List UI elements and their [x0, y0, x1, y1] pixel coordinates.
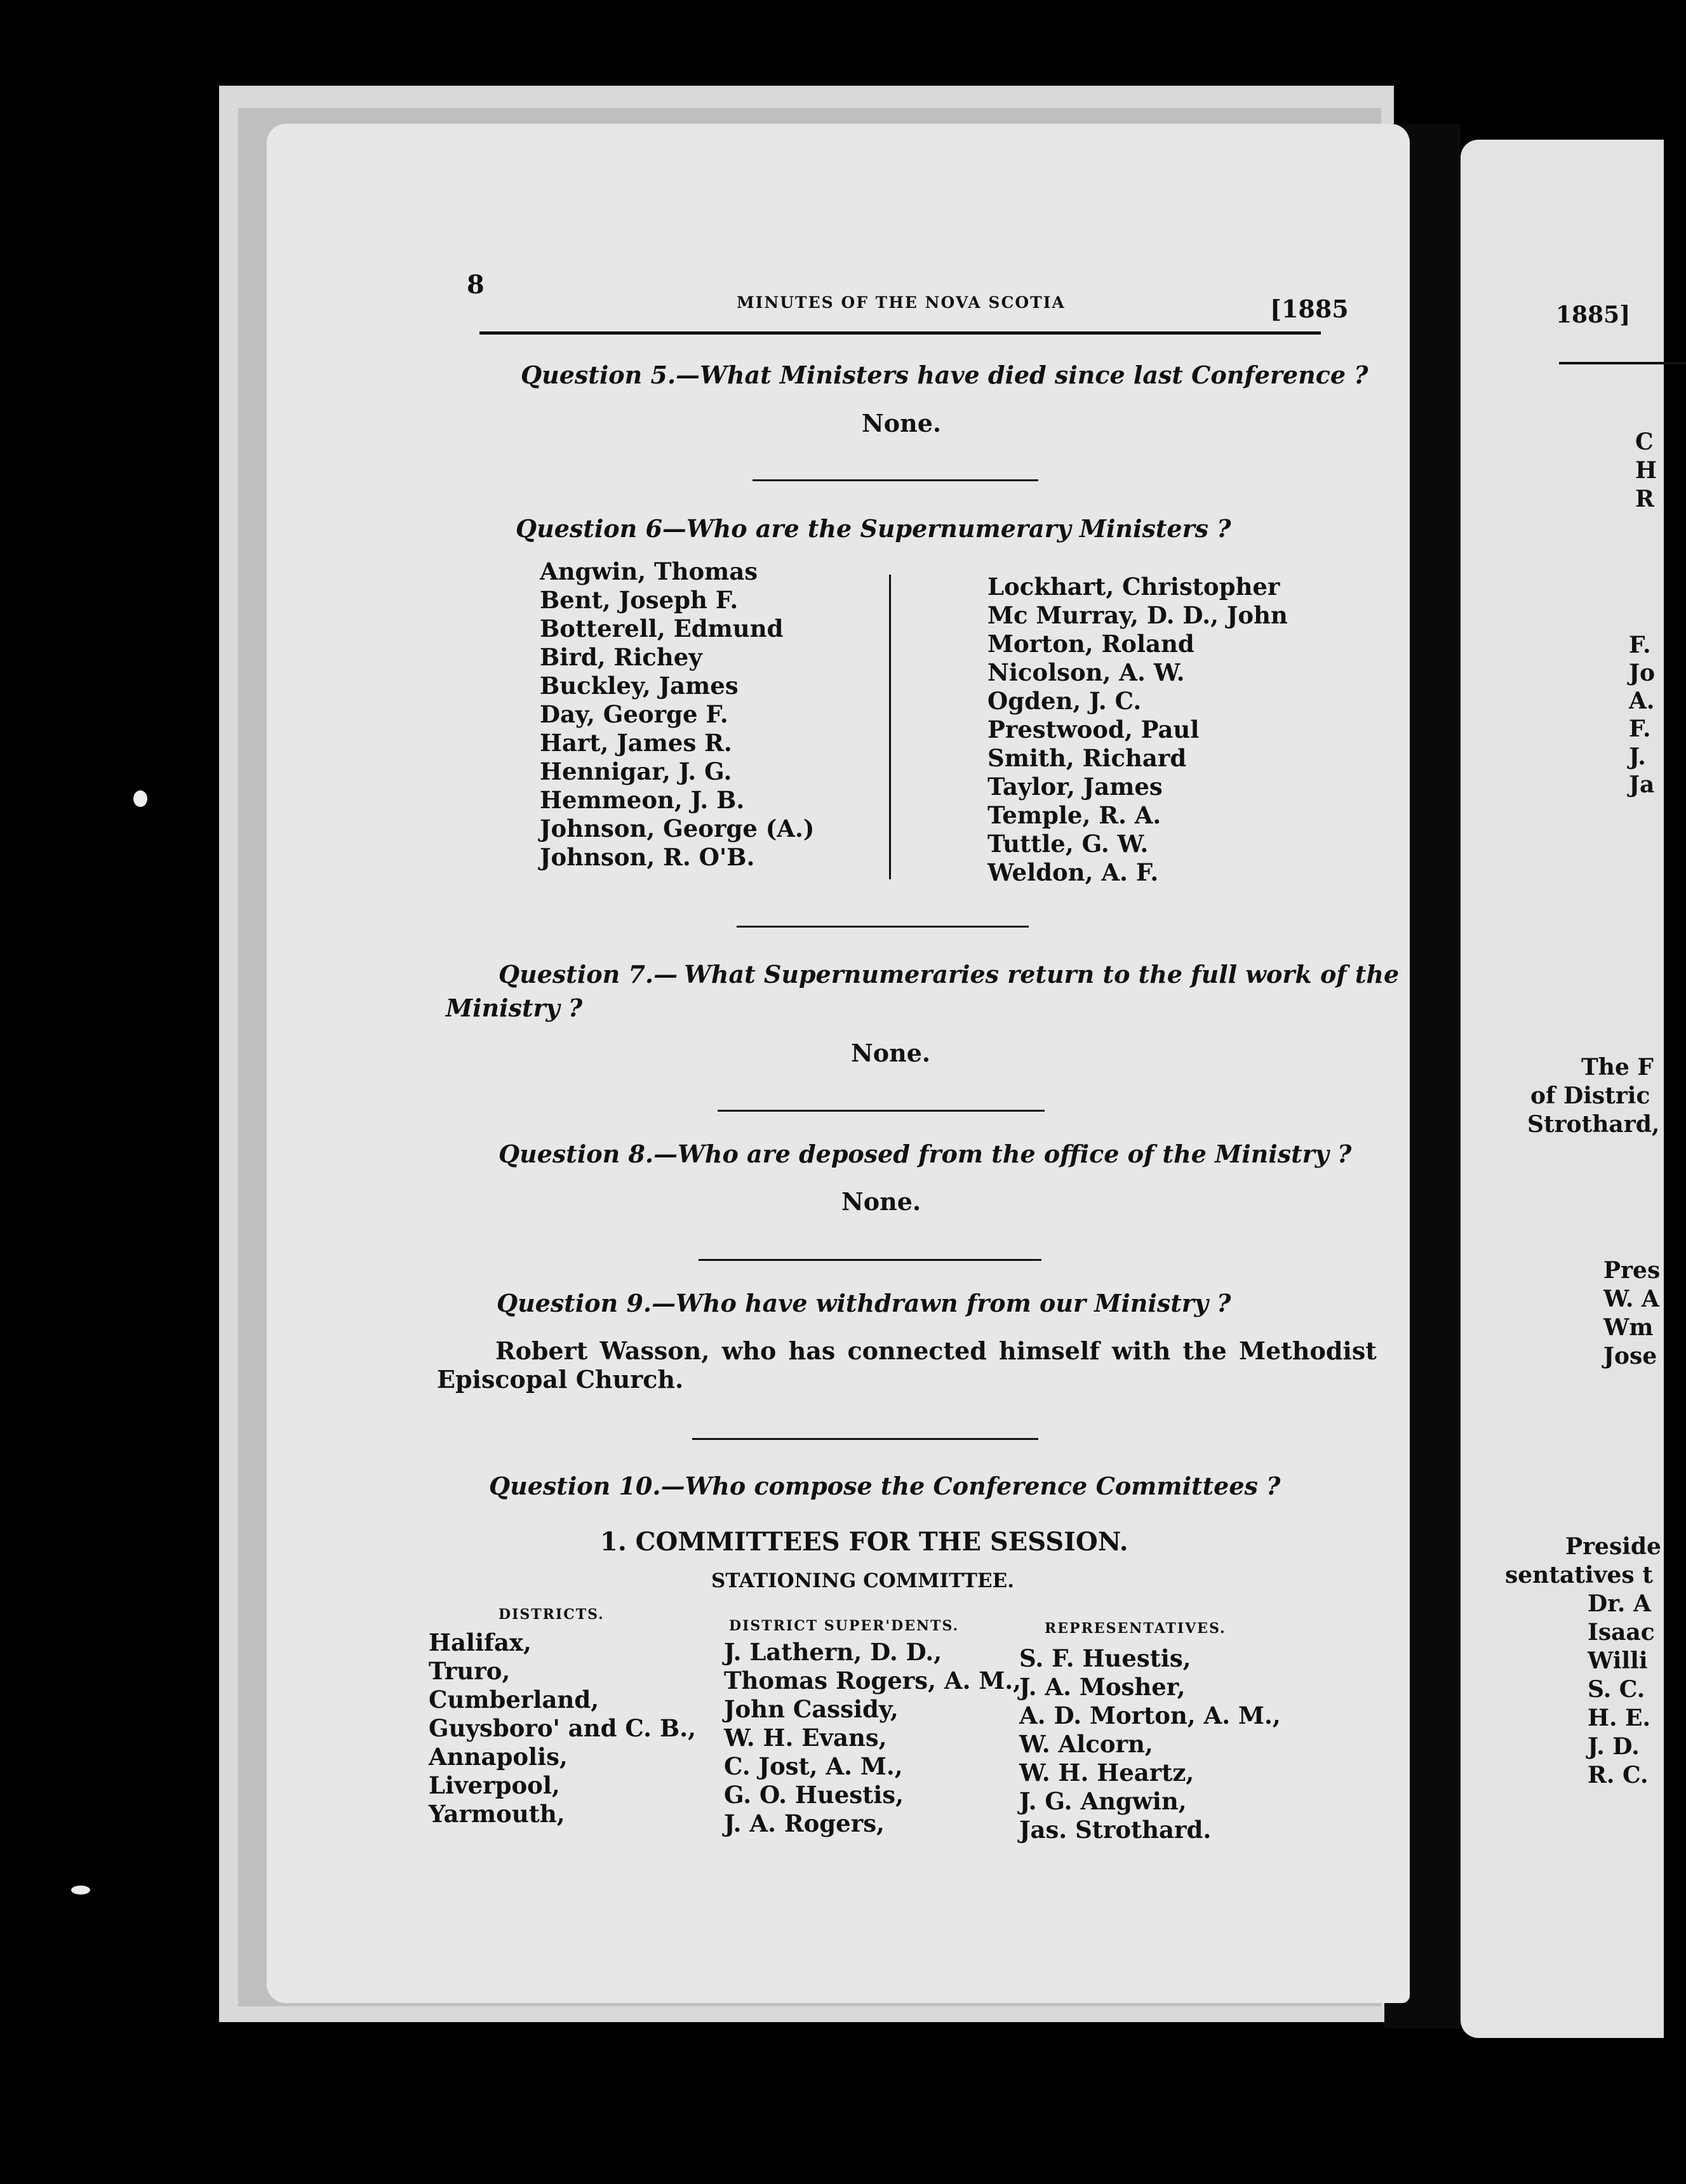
facing-text-fragment: Strothard,: [1527, 1111, 1660, 1138]
question-7-text-cont: Ministry ?: [446, 994, 583, 1022]
question-6-label: Question 6—: [516, 514, 686, 543]
supernumerary-name: Hart, James R.: [540, 729, 732, 757]
district-name: Halifax,: [429, 1628, 532, 1656]
facing-text-fragment: J.: [1629, 743, 1646, 770]
districts-column: [429, 1628, 696, 1828]
superintendent-name: Thomas Rogers, A. M.,: [724, 1667, 1022, 1695]
facing-text-fragment: Wm: [1603, 1314, 1654, 1341]
question-7-label: Question 7.—: [498, 960, 678, 989]
representative-name: J. G. Angwin,: [1019, 1787, 1187, 1815]
question-8-answer: None.: [841, 1187, 921, 1216]
representative-name: W. H. Heartz,: [1019, 1759, 1194, 1787]
district-name: Guysboro' and C. B.,: [429, 1714, 696, 1742]
facing-text-fragment: H. E.: [1588, 1705, 1651, 1731]
column-head-superintendents: DISTRICT SUPER'DENTS.: [729, 1618, 960, 1634]
representative-name: A. D. Morton, A. M.,: [1019, 1701, 1281, 1729]
question-5-text: What Ministers have died since last Conference ?: [700, 361, 1368, 389]
facing-text-fragment: sentatives t: [1505, 1562, 1653, 1588]
supernumerary-name: Lockhart, Christopher: [987, 573, 1280, 601]
column-head-representatives: REPRESENTATIVES.: [1045, 1620, 1226, 1637]
supernumerary-name: Nicolson, A. W.: [987, 658, 1185, 686]
question-9-text: Who have withdrawn from our Ministry ?: [676, 1289, 1231, 1317]
question-9-answer-cont: Episcopal Church.: [437, 1365, 684, 1394]
column-head-districts: DISTRICTS.: [498, 1606, 605, 1623]
header-rule: [479, 331, 1321, 335]
facing-page-year: 1885]: [1556, 302, 1631, 328]
facing-text-fragment: F.: [1629, 632, 1651, 658]
header-year: [1885: [1270, 295, 1349, 323]
supernumerary-name: Bent, Joseph F.: [540, 586, 739, 614]
supernumerary-name: Botterell, Edmund: [540, 615, 784, 643]
supernumerary-name: Morton, Roland: [987, 630, 1194, 658]
representative-name: J. A. Mosher,: [1019, 1673, 1186, 1701]
section-divider: [692, 1438, 1038, 1440]
representative-name: S. F. Huestis,: [1019, 1644, 1191, 1672]
facing-text-fragment: The F: [1581, 1054, 1654, 1081]
question-9: [497, 1289, 1231, 1317]
superintendent-name: J. Lathern, D. D.,: [724, 1638, 942, 1666]
question-7-answer: None.: [851, 1039, 931, 1067]
dust-speck: [133, 790, 147, 807]
page-number: 8: [467, 270, 485, 300]
supernumerary-name: Hemmeon, J. B.: [540, 786, 745, 814]
question-9-answer: Robert Wasson, who has connected himself with the Methodist: [495, 1336, 1377, 1365]
facing-text-fragment: R: [1635, 486, 1654, 512]
representatives-column: [1019, 1644, 1281, 1844]
supernumerary-name: Taylor, James: [987, 773, 1163, 801]
dust-speck: [71, 1886, 90, 1894]
question-5: [521, 361, 1368, 389]
facing-page: [1461, 140, 1664, 2038]
superintendent-name: G. O. Huestis,: [724, 1781, 904, 1809]
supernumerary-name: Mc Murray, D. D., John: [987, 601, 1288, 629]
facing-text-fragment: W. A: [1603, 1286, 1659, 1312]
supernumerary-name: Johnson, R. O'B.: [540, 843, 755, 871]
question-7: [498, 960, 1399, 989]
stationing-committee-heading: STATIONING COMMITTEE.: [711, 1569, 1015, 1592]
facing-text-fragment: A.: [1629, 688, 1655, 714]
facing-text-fragment: C: [1635, 429, 1654, 455]
supernumerary-name: Prestwood, Paul: [987, 716, 1200, 743]
facing-text-fragment: R. C.: [1588, 1762, 1649, 1788]
facing-text-fragment: Pres: [1603, 1257, 1661, 1284]
facing-text-fragment: J. D.: [1588, 1733, 1640, 1760]
question-8: [498, 1140, 1351, 1168]
section-divider: [737, 926, 1029, 928]
facing-text-fragment: H: [1635, 457, 1657, 484]
district-name: Yarmouth,: [429, 1800, 565, 1828]
question-5-answer: None.: [862, 409, 942, 437]
district-name: Cumberland,: [429, 1686, 599, 1714]
facing-text-fragment: F.: [1629, 716, 1651, 742]
section-divider: [699, 1259, 1041, 1261]
question-5-label: Question 5.—: [521, 361, 700, 389]
facing-text-fragment: Jose: [1603, 1343, 1657, 1369]
section-divider: [718, 1110, 1045, 1112]
question-10-text: Who compose the Conference Committees ?: [685, 1472, 1281, 1500]
district-name: Annapolis,: [429, 1743, 568, 1771]
question-7-text: What Supernumeraries return to the full work of the: [684, 960, 1400, 989]
supernumerary-name: Day, George F.: [540, 700, 728, 728]
superintendent-name: C. Jost, A. M.,: [724, 1752, 903, 1780]
supernumerary-list-right: [987, 573, 1288, 887]
question-6-text: Who are the Supernumerary Ministers ?: [686, 514, 1231, 543]
question-10: [489, 1472, 1280, 1500]
superintendent-name: John Cassidy,: [724, 1695, 899, 1723]
supernumerary-name: Bird, Richey: [540, 643, 702, 671]
facing-header-rule: [1559, 362, 1686, 364]
facing-text-fragment: Willi: [1588, 1648, 1648, 1674]
running-title: MINUTES OF THE NOVA SCOTIA: [737, 293, 1066, 312]
supernumerary-name: Johnson, George (A.): [540, 815, 815, 842]
district-name: Liverpool,: [429, 1771, 560, 1799]
supernumerary-name: Smith, Richard: [987, 744, 1187, 772]
supernumerary-name: Ogden, J. C.: [987, 687, 1142, 715]
facing-text-fragment: S. C.: [1588, 1676, 1645, 1703]
supernumerary-name: Buckley, James: [540, 672, 739, 700]
facing-text-fragment: Jo: [1629, 660, 1656, 686]
superintendent-name: W. H. Evans,: [724, 1724, 887, 1752]
district-name: Truro,: [429, 1657, 511, 1685]
question-8-label: Question 8.—: [498, 1140, 678, 1168]
facing-text-fragment: of Distric: [1530, 1082, 1650, 1109]
question-9-label: Question 9.—: [497, 1289, 676, 1317]
facing-text-fragment: Ja: [1629, 771, 1655, 798]
section-divider: [753, 479, 1038, 481]
committees-heading: 1. COMMITTEES FOR THE SESSION.: [600, 1527, 1128, 1557]
superintendent-name: J. A. Rogers,: [724, 1809, 885, 1837]
representative-name: Jas. Strothard.: [1019, 1816, 1212, 1844]
supernumerary-name: Tuttle, G. W.: [987, 830, 1149, 858]
column-divider: [889, 575, 891, 879]
supernumerary-name: Hennigar, J. G.: [540, 757, 732, 785]
representative-name: W. Alcorn,: [1019, 1730, 1153, 1758]
facing-text-fragment: Preside: [1565, 1533, 1661, 1560]
supernumerary-name: Weldon, A. F.: [987, 858, 1159, 886]
superintendents-column: [724, 1638, 1021, 1838]
facing-text-fragment: Isaac: [1588, 1619, 1655, 1646]
question-10-label: Question 10.—: [489, 1472, 685, 1500]
supernumerary-list-left: [540, 557, 814, 872]
question-6: [516, 514, 1231, 543]
supernumerary-name: Angwin, Thomas: [540, 557, 758, 585]
supernumerary-name: Temple, R. A.: [987, 801, 1161, 829]
question-8-text: Who are deposed from the office of the Ministry ?: [678, 1140, 1352, 1168]
facing-text-fragment: Dr. A: [1588, 1590, 1651, 1617]
